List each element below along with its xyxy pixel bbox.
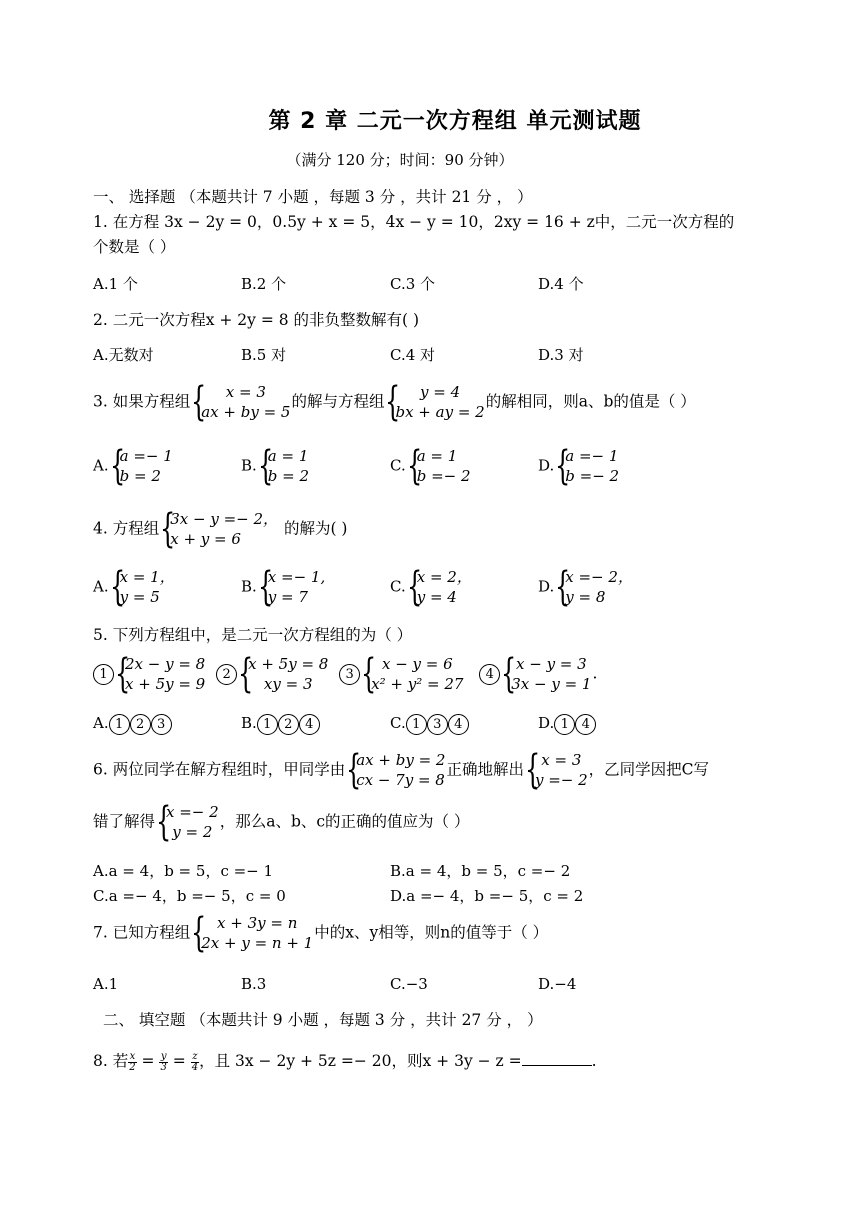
- q4-sys-row1: 3x − y =− 2，: [170, 510, 279, 528]
- q6-mid: 正确地解出: [446, 760, 524, 779]
- q4-d-row1: x =− 2，: [565, 568, 633, 586]
- q3-option-a-system: { a =− 1 b = 2: [109, 443, 173, 489]
- q7-system: { x + 3y = n 2x + y = n + 1: [191, 910, 314, 956]
- q3-option-c-system: { a = 1 b =− 2: [406, 443, 471, 489]
- q6-line2-end: ，那么a、b、c的正确的值应为（ ）: [219, 812, 470, 831]
- q8-frac-z: [191, 1052, 199, 1073]
- q6-option-b: B.a = 4，b = 5，c =− 2: [390, 862, 571, 880]
- q4-sys-row2: x + y = 6: [170, 530, 241, 548]
- q5-system-3: { x − y = 6 x² + y² = 27: [361, 651, 464, 697]
- q4-option-c: [390, 564, 473, 610]
- q4-option-a-system: { x = 1， y = 5: [109, 564, 175, 610]
- q5-mark-2: 2: [216, 664, 237, 685]
- q5-d-mark-2: 4: [575, 714, 596, 735]
- q2-option-c: C.4 对: [390, 346, 436, 364]
- q5-option-d-label: D.: [538, 714, 555, 732]
- q6-option-d: D.a =− 4，b =− 5，c = 2: [390, 887, 584, 905]
- q4-c-row2: y = 4: [416, 588, 457, 606]
- q5-a-mark-1: 1: [109, 714, 130, 735]
- q6-lead: 6. 两位同学在解方程组时，甲同学由: [93, 760, 346, 779]
- q3-option-d-system: { a =− 1 b =− 2: [555, 443, 620, 489]
- q3-option-c: [390, 443, 472, 489]
- q3-system-2: { y = 4 bx + ay = 2: [385, 379, 485, 425]
- q8-frac-x-den: 2: [129, 1061, 136, 1073]
- q5-option-a: [93, 712, 172, 735]
- q7-sys-row2: 2x + y = n + 1: [201, 934, 314, 952]
- q5-s2-row1: x + 5y = 8: [248, 655, 329, 673]
- q2-option-d: D.3 对: [538, 346, 584, 364]
- q5-period: .: [592, 664, 598, 683]
- q8-frac-z-den: 4: [191, 1061, 199, 1073]
- q8-frac-y-den: 3: [160, 1061, 167, 1073]
- q3-mid: 的解与方程组: [291, 392, 385, 411]
- q1-option-d: D.4 个: [538, 275, 584, 293]
- q2-option-b: B.5 对: [241, 346, 287, 364]
- q3-option-b: [241, 443, 310, 489]
- q4-option-a: [93, 564, 176, 610]
- q7-sys-row1: x + 3y = n: [217, 914, 298, 932]
- q3-a-row1: a =− 1: [119, 447, 173, 465]
- page-title: 第 2 章 二元一次方程组 单元测试题: [268, 109, 642, 134]
- q4-option-c-system: { x = 2， y = 4: [406, 564, 472, 610]
- section-2-heading: 二、 填空题 （本题共计 9 小题 ，每题 3 分 ，共计 27 分 ， ）: [103, 1011, 543, 1029]
- q3-b-row2: b = 2: [267, 467, 310, 485]
- q6-s2-row2: y =− 2: [534, 771, 588, 789]
- q6-option-c: C.a =− 4，b =− 5，c = 0: [93, 887, 286, 905]
- q1-option-b: B.2 个: [241, 275, 287, 293]
- q5-system-2: { x + 5y = 8 xy = 3: [238, 651, 329, 697]
- q5-system-1: { 2x − y = 8 x + 5y = 9: [115, 651, 206, 697]
- q4-b-row2: y = 7: [267, 588, 308, 606]
- q8-question: [93, 1050, 597, 1073]
- q6-s3-row1: x =− 2: [166, 803, 219, 821]
- q5-s4-row2: 3x − y = 1: [511, 675, 592, 693]
- q1-text-line2: 个数是（ ）: [93, 238, 176, 256]
- q6-system-3: { x =− 2 y = 2: [156, 799, 219, 845]
- q5-s1-row1: 2x − y = 8: [125, 655, 206, 673]
- q8-end: ，且 3x − 2y + 5z =− 20，则x + 3y − z =: [199, 1052, 522, 1070]
- q3-option-b-system: { a = 1 b = 2: [257, 443, 310, 489]
- q5-b-mark-3: 4: [299, 714, 320, 735]
- q6-s2-row1: x = 3: [541, 751, 582, 769]
- q3-sys1-row1: x = 3: [225, 383, 266, 401]
- q3-lead: 3. 如果方程组: [93, 392, 191, 411]
- q5-mark-4: 4: [479, 664, 500, 685]
- q4-option-a-label: A.: [93, 577, 109, 596]
- q5-mark-3: 3: [339, 664, 360, 685]
- q5-b-mark-1: 1: [257, 714, 278, 735]
- q3-a-row2: b = 2: [119, 467, 161, 485]
- q1-option-c: C.3 个: [390, 275, 436, 293]
- q4-option-b-system: { x =− 1, y = 7: [257, 564, 326, 610]
- q3-option-a-label: A.: [93, 456, 109, 475]
- q4-b-row1: x =− 1,: [267, 568, 326, 586]
- q7-question: [93, 910, 549, 956]
- q5-c-mark-2: 3: [427, 714, 448, 735]
- q4-system: { 3x − y =− 2， x + y = 6: [160, 506, 279, 552]
- q8-lead: 8. 若: [93, 1052, 129, 1070]
- q3-d-row2: b =− 2: [565, 467, 620, 485]
- page-subtitle: （满分 120 分；时间：90 分钟）: [286, 151, 514, 169]
- q4-option-d-label: D.: [538, 577, 555, 596]
- q5-a-mark-2: 2: [130, 714, 151, 735]
- q5-option-b-label: B.: [241, 714, 257, 732]
- q8-eq-1: =: [141, 1052, 155, 1070]
- q5-option-d: [538, 712, 596, 735]
- q5-s4-row1: x − y = 3: [516, 655, 587, 673]
- q4-option-c-label: C.: [390, 577, 406, 596]
- q5-option-c-label: C.: [390, 714, 406, 732]
- q5-d-mark-1: 1: [554, 714, 575, 735]
- q3-question: [93, 379, 696, 425]
- q3-sys2-row2: bx + ay = 2: [395, 403, 485, 421]
- q2-text: 2. 二元一次方程x + 2y = 8 的非负整数解有( ): [93, 311, 420, 329]
- q3-c-row1: a = 1: [416, 447, 458, 465]
- q3-d-row1: a =− 1: [565, 447, 619, 465]
- q8-frac-z-num: z: [192, 1050, 198, 1062]
- q8-frac-x: [128, 1052, 136, 1073]
- q5-text: 5. 下列方程组中，是二元一次方程组的为（ ）: [93, 626, 413, 644]
- q5-c-mark-1: 1: [406, 714, 427, 735]
- q7-option-d: D.−4: [538, 975, 577, 993]
- q8-eq-2: =: [172, 1052, 186, 1070]
- q5-s3-row1: x − y = 6: [381, 655, 453, 673]
- q3-option-d: [538, 443, 620, 489]
- q5-option-c: [390, 712, 469, 735]
- q6-line2-lead: 错了解得: [93, 812, 156, 831]
- q6-option-a: A.a = 4，b = 5，c =− 1: [93, 862, 274, 880]
- q4-option-b: [241, 564, 326, 610]
- q3-option-a: [93, 443, 174, 489]
- q6-s3-row2: y = 2: [172, 823, 213, 841]
- q4-lead: 4. 方程组: [93, 519, 160, 538]
- q6-s1-row2: cx − 7y = 8: [356, 771, 445, 789]
- q6-end: ，乙同学因把C写: [588, 760, 710, 779]
- q4-option-b-label: B.: [241, 577, 257, 596]
- q2-option-a: A.无数对: [93, 346, 154, 364]
- q3-option-d-label: D.: [538, 456, 555, 475]
- q8-frac-y: [159, 1052, 167, 1073]
- q5-a-mark-3: 3: [151, 714, 172, 735]
- q6-system-2: { x = 3 y =− 2: [524, 747, 588, 793]
- q8-frac-y-num: y: [160, 1050, 167, 1062]
- q7-end: 中的x、y相等，则n的值等于（ ）: [314, 923, 549, 942]
- q1-text-line1: 1. 在方程 3x − 2y = 0，0.5y + x = 5，4x − y = 10，2xy = 16 + z中，二元一次方程的: [93, 213, 735, 231]
- q5-b-mark-2: 2: [278, 714, 299, 735]
- q7-option-a: A.1: [93, 975, 119, 993]
- section-1-heading: 一、 选择题 （本题共计 7 小题 ，每题 3 分 ，共计 21 分 ， ）: [93, 188, 533, 206]
- q1-option-a: A.1 个: [93, 275, 138, 293]
- q3-b-row1: a = 1: [267, 447, 309, 465]
- q5-s1-row2: x + 5y = 9: [125, 675, 206, 693]
- q5-s3-row2: x² + y² = 27: [371, 675, 464, 693]
- q7-lead: 7. 已知方程组: [93, 923, 191, 942]
- q4-option-d: [538, 564, 634, 610]
- q3-sys1-row2: ax + by = 5: [201, 403, 291, 421]
- q4-question: [93, 506, 348, 552]
- q4-c-row1: x = 2，: [416, 568, 472, 586]
- q5-s2-row2: xy = 3: [263, 675, 313, 693]
- q5-c-mark-3: 4: [448, 714, 469, 735]
- q5-option-a-label: A.: [93, 714, 109, 732]
- q3-option-c-label: C.: [390, 456, 406, 475]
- q5-mark-1: 1: [93, 664, 114, 685]
- q7-option-c: C.−3: [390, 975, 428, 993]
- q5-option-b: [241, 712, 320, 735]
- q7-option-b: B.3: [241, 975, 267, 993]
- q3-option-b-label: B.: [241, 456, 257, 475]
- q6-line-2: [93, 799, 470, 845]
- q8-tail: .: [591, 1052, 597, 1070]
- q4-d-row2: y = 8: [565, 588, 606, 606]
- q3-system-1: { x = 3 ax + by = 5: [191, 379, 291, 425]
- q6-line-1: [93, 747, 710, 793]
- q4-end: 的解为( ): [279, 519, 348, 538]
- q4-a-row1: x = 1，: [119, 568, 175, 586]
- q3-c-row2: b =− 2: [416, 467, 471, 485]
- q8-frac-x-num: x: [129, 1050, 136, 1062]
- q6-s1-row1: ax + by = 2: [356, 751, 446, 769]
- q5-systems: [93, 651, 598, 697]
- q3-sys2-row1: y = 4: [420, 383, 461, 401]
- q4-option-d-system: { x =− 2， y = 8: [555, 564, 633, 610]
- q8-answer-blank[interactable]: [522, 1051, 592, 1066]
- q4-a-row2: y = 5: [119, 588, 160, 606]
- q3-end: 的解相同，则a、b的值是（ ）: [485, 392, 696, 411]
- q5-system-4: { x − y = 3 3x − y = 1: [501, 651, 592, 697]
- q6-system-1: { ax + by = 2 cx − 7y = 8: [346, 747, 446, 793]
